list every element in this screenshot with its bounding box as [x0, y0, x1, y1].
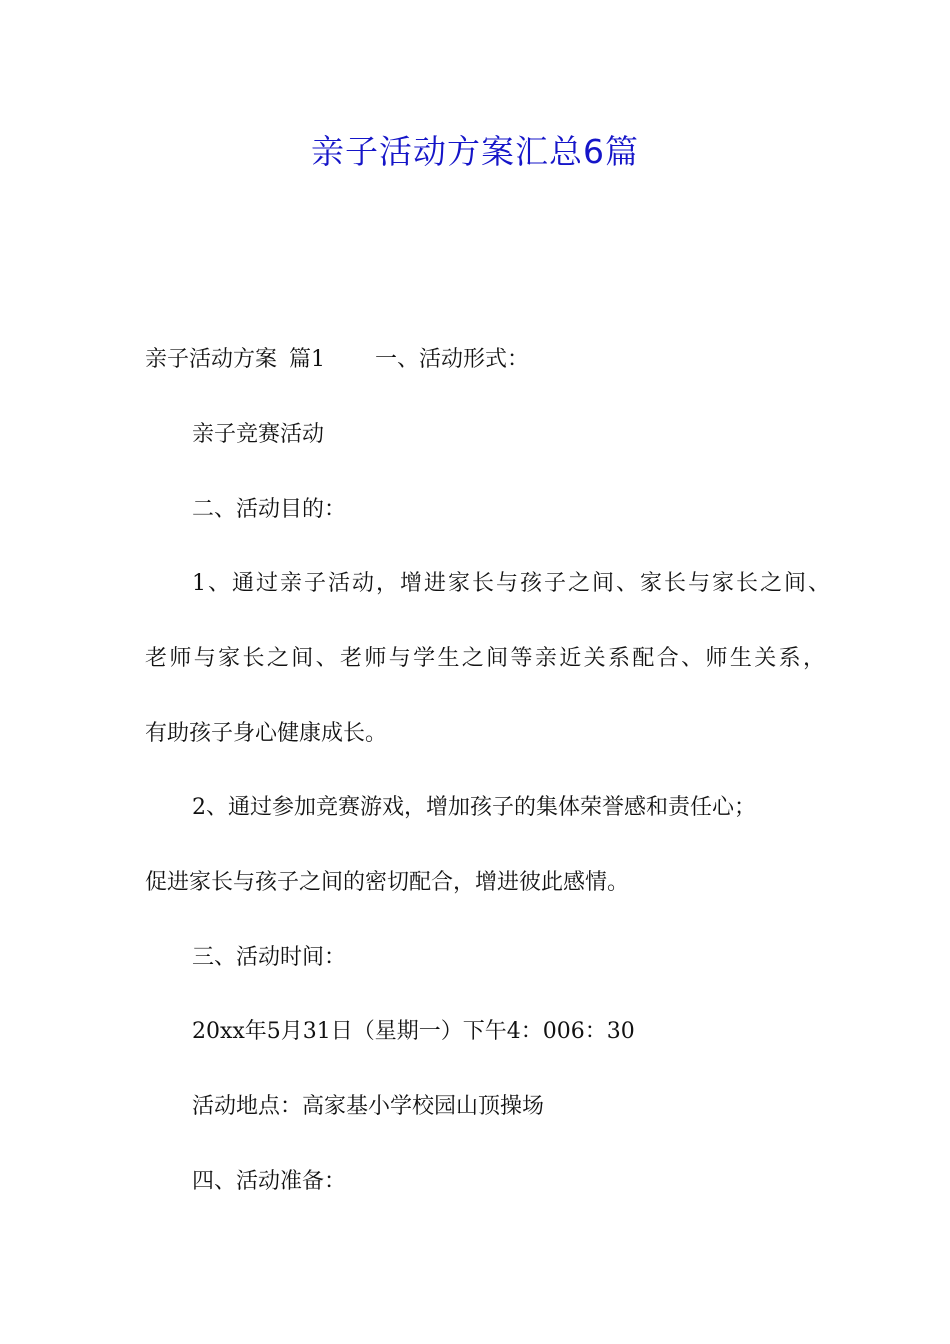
activity-form-heading: 一、活动形式： [375, 347, 530, 372]
paragraph-line: 四、活动准备： [192, 1169, 347, 1194]
document-title: 亲子活动方案汇总6篇 [311, 132, 639, 171]
section-heading-line [145, 342, 835, 378]
paragraph-line: 二、活动目的： [192, 497, 347, 522]
paragraph-line: 2、通过参加竞赛游戏，增加孩子的集体荣誉感和责任心； [192, 795, 756, 820]
section-label: 亲子活动方案 [145, 347, 278, 372]
section-number: 篇1 [289, 347, 326, 372]
paragraph-line: 老师与家长之间、老师与学生之间等亲近关系配合、师生关系， [145, 646, 825, 671]
paragraph-line: 三、活动时间： [192, 945, 347, 970]
paragraph-line: 20xx年5月31日（星期一）下午4：006：30 [192, 1019, 635, 1044]
paragraph-line: 活动地点：高家基小学校园山顶操场 [192, 1094, 545, 1119]
paragraph-line: 1、通过亲子活动，增进家长与孩子之间、家长与家长之间、 [192, 571, 830, 596]
paragraph-line: 亲子竞赛活动 [192, 422, 325, 447]
paragraph-line: 促进家长与孩子之间的密切配合，增进彼此感情。 [145, 870, 630, 895]
paragraph-line: 有助孩子身心健康成长。 [145, 721, 388, 746]
